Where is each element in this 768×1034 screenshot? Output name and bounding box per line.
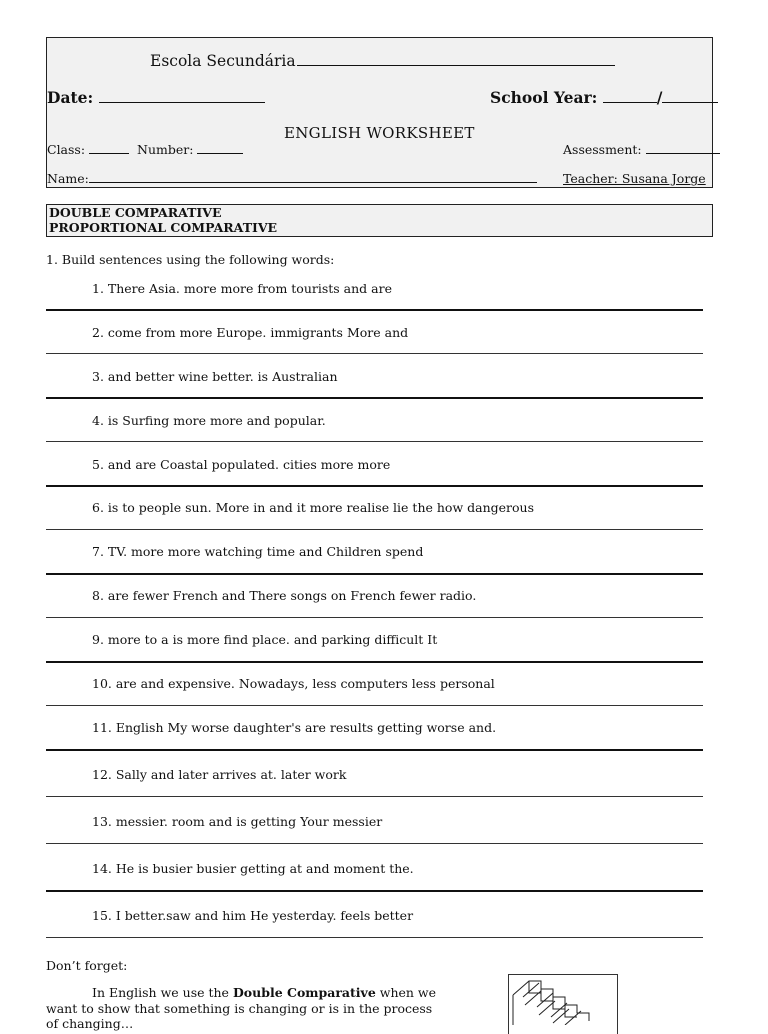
- date-label: Date:: [47, 88, 94, 107]
- exercise-item: 1. There Asia. more more from tourists and are: [92, 281, 392, 296]
- exercise-item: 12. Sally and later arrives at. later work: [92, 767, 347, 782]
- exercise-item: 2. come from more Europe. immigrants More and: [92, 325, 409, 340]
- name-blank: [89, 173, 537, 183]
- topic-line-1: DOUBLE COMPARATIVE: [49, 205, 222, 220]
- exercise-item: 15. I better.saw and him He yesterday. feels better: [92, 908, 414, 923]
- dont-forget-heading: Don’t forget:: [46, 958, 128, 973]
- note-bold-term: Double Comparative: [232, 985, 376, 1000]
- answer-line[interactable]: [46, 617, 703, 618]
- grammar-note: [46, 985, 446, 1032]
- answer-line[interactable]: [46, 353, 703, 354]
- topic-line-2: PROPORTIONAL COMPARATIVE: [49, 219, 278, 235]
- worksheet-header: [46, 37, 713, 188]
- exercise-item: 8. are fewer French and There songs on French fewer radio.: [92, 588, 477, 603]
- class-label: Class:: [47, 142, 86, 157]
- school-year-blank-2: [662, 90, 718, 103]
- exercise-item: 13. messier. room and is getting Your messier: [92, 814, 383, 829]
- school-blank: [297, 51, 615, 66]
- answer-line[interactable]: [46, 937, 703, 938]
- exercise-item: 9. more to a is more find place. and parking difficult It: [92, 632, 438, 647]
- name-label: Name:: [47, 171, 89, 186]
- answer-line[interactable]: [46, 573, 703, 575]
- date-blank: [99, 90, 265, 103]
- answer-line[interactable]: [46, 749, 703, 751]
- answer-line[interactable]: [46, 843, 703, 844]
- exercise-item: 11. English My worse daughter's are results getting worse and.: [92, 720, 497, 735]
- exercise-item: 4. is Surfing more more and popular.: [92, 413, 326, 428]
- school-year-blank-1: [603, 90, 657, 103]
- assessment-field: [563, 142, 720, 157]
- exercise-item: 3. and better wine better. is Australian: [92, 369, 338, 384]
- exercise-item: 10. are and expensive. Nowadays, less computers less personal: [92, 676, 495, 691]
- stairs-icon: [509, 975, 617, 1025]
- teacher-field: Teacher: Susana Jorge: [563, 171, 706, 186]
- name-field: [47, 171, 537, 186]
- answer-line[interactable]: [46, 661, 703, 663]
- school-label: Escola Secundária: [150, 52, 296, 70]
- assessment-label: Assessment:: [563, 142, 642, 157]
- school-year-separator: /: [656, 88, 663, 107]
- school-year-field: [490, 88, 718, 107]
- number-blank: [197, 144, 243, 154]
- answer-line[interactable]: [46, 309, 703, 311]
- answer-line[interactable]: [46, 441, 703, 442]
- number-label: Number:: [137, 142, 194, 157]
- answer-line[interactable]: [46, 705, 703, 706]
- exercise-item: 7. TV. more more watching time and Children spend: [92, 544, 424, 559]
- answer-line[interactable]: [46, 397, 703, 399]
- exercise-item: 5. and are Coastal populated. cities more more: [92, 457, 391, 472]
- exercise-item: 6. is to people sun. More in and it more realise lie the how dangerous: [92, 500, 534, 515]
- class-number-field: [47, 142, 243, 157]
- answer-line[interactable]: [46, 796, 703, 797]
- answer-line[interactable]: [46, 890, 703, 892]
- worksheet-title: ENGLISH WORKSHEET: [284, 124, 475, 142]
- assessment-blank: [646, 144, 720, 154]
- stairs-image: [508, 974, 618, 1034]
- note-text-after: when we want to show that something is changing or is in the process of changing…: [46, 985, 437, 1031]
- answer-line[interactable]: [46, 485, 703, 487]
- exercise-item: 14. He is busier busier getting at and moment the.: [92, 861, 414, 876]
- class-blank: [89, 144, 129, 154]
- school-year-label: School Year:: [490, 88, 598, 107]
- date-field: [47, 88, 265, 107]
- topic-box: [46, 204, 713, 237]
- answer-line[interactable]: [46, 529, 703, 530]
- exercise-instruction: 1. Build sentences using the following words:: [46, 252, 335, 267]
- note-text-before: In English we use the: [92, 985, 233, 1000]
- school-name: [150, 51, 615, 70]
